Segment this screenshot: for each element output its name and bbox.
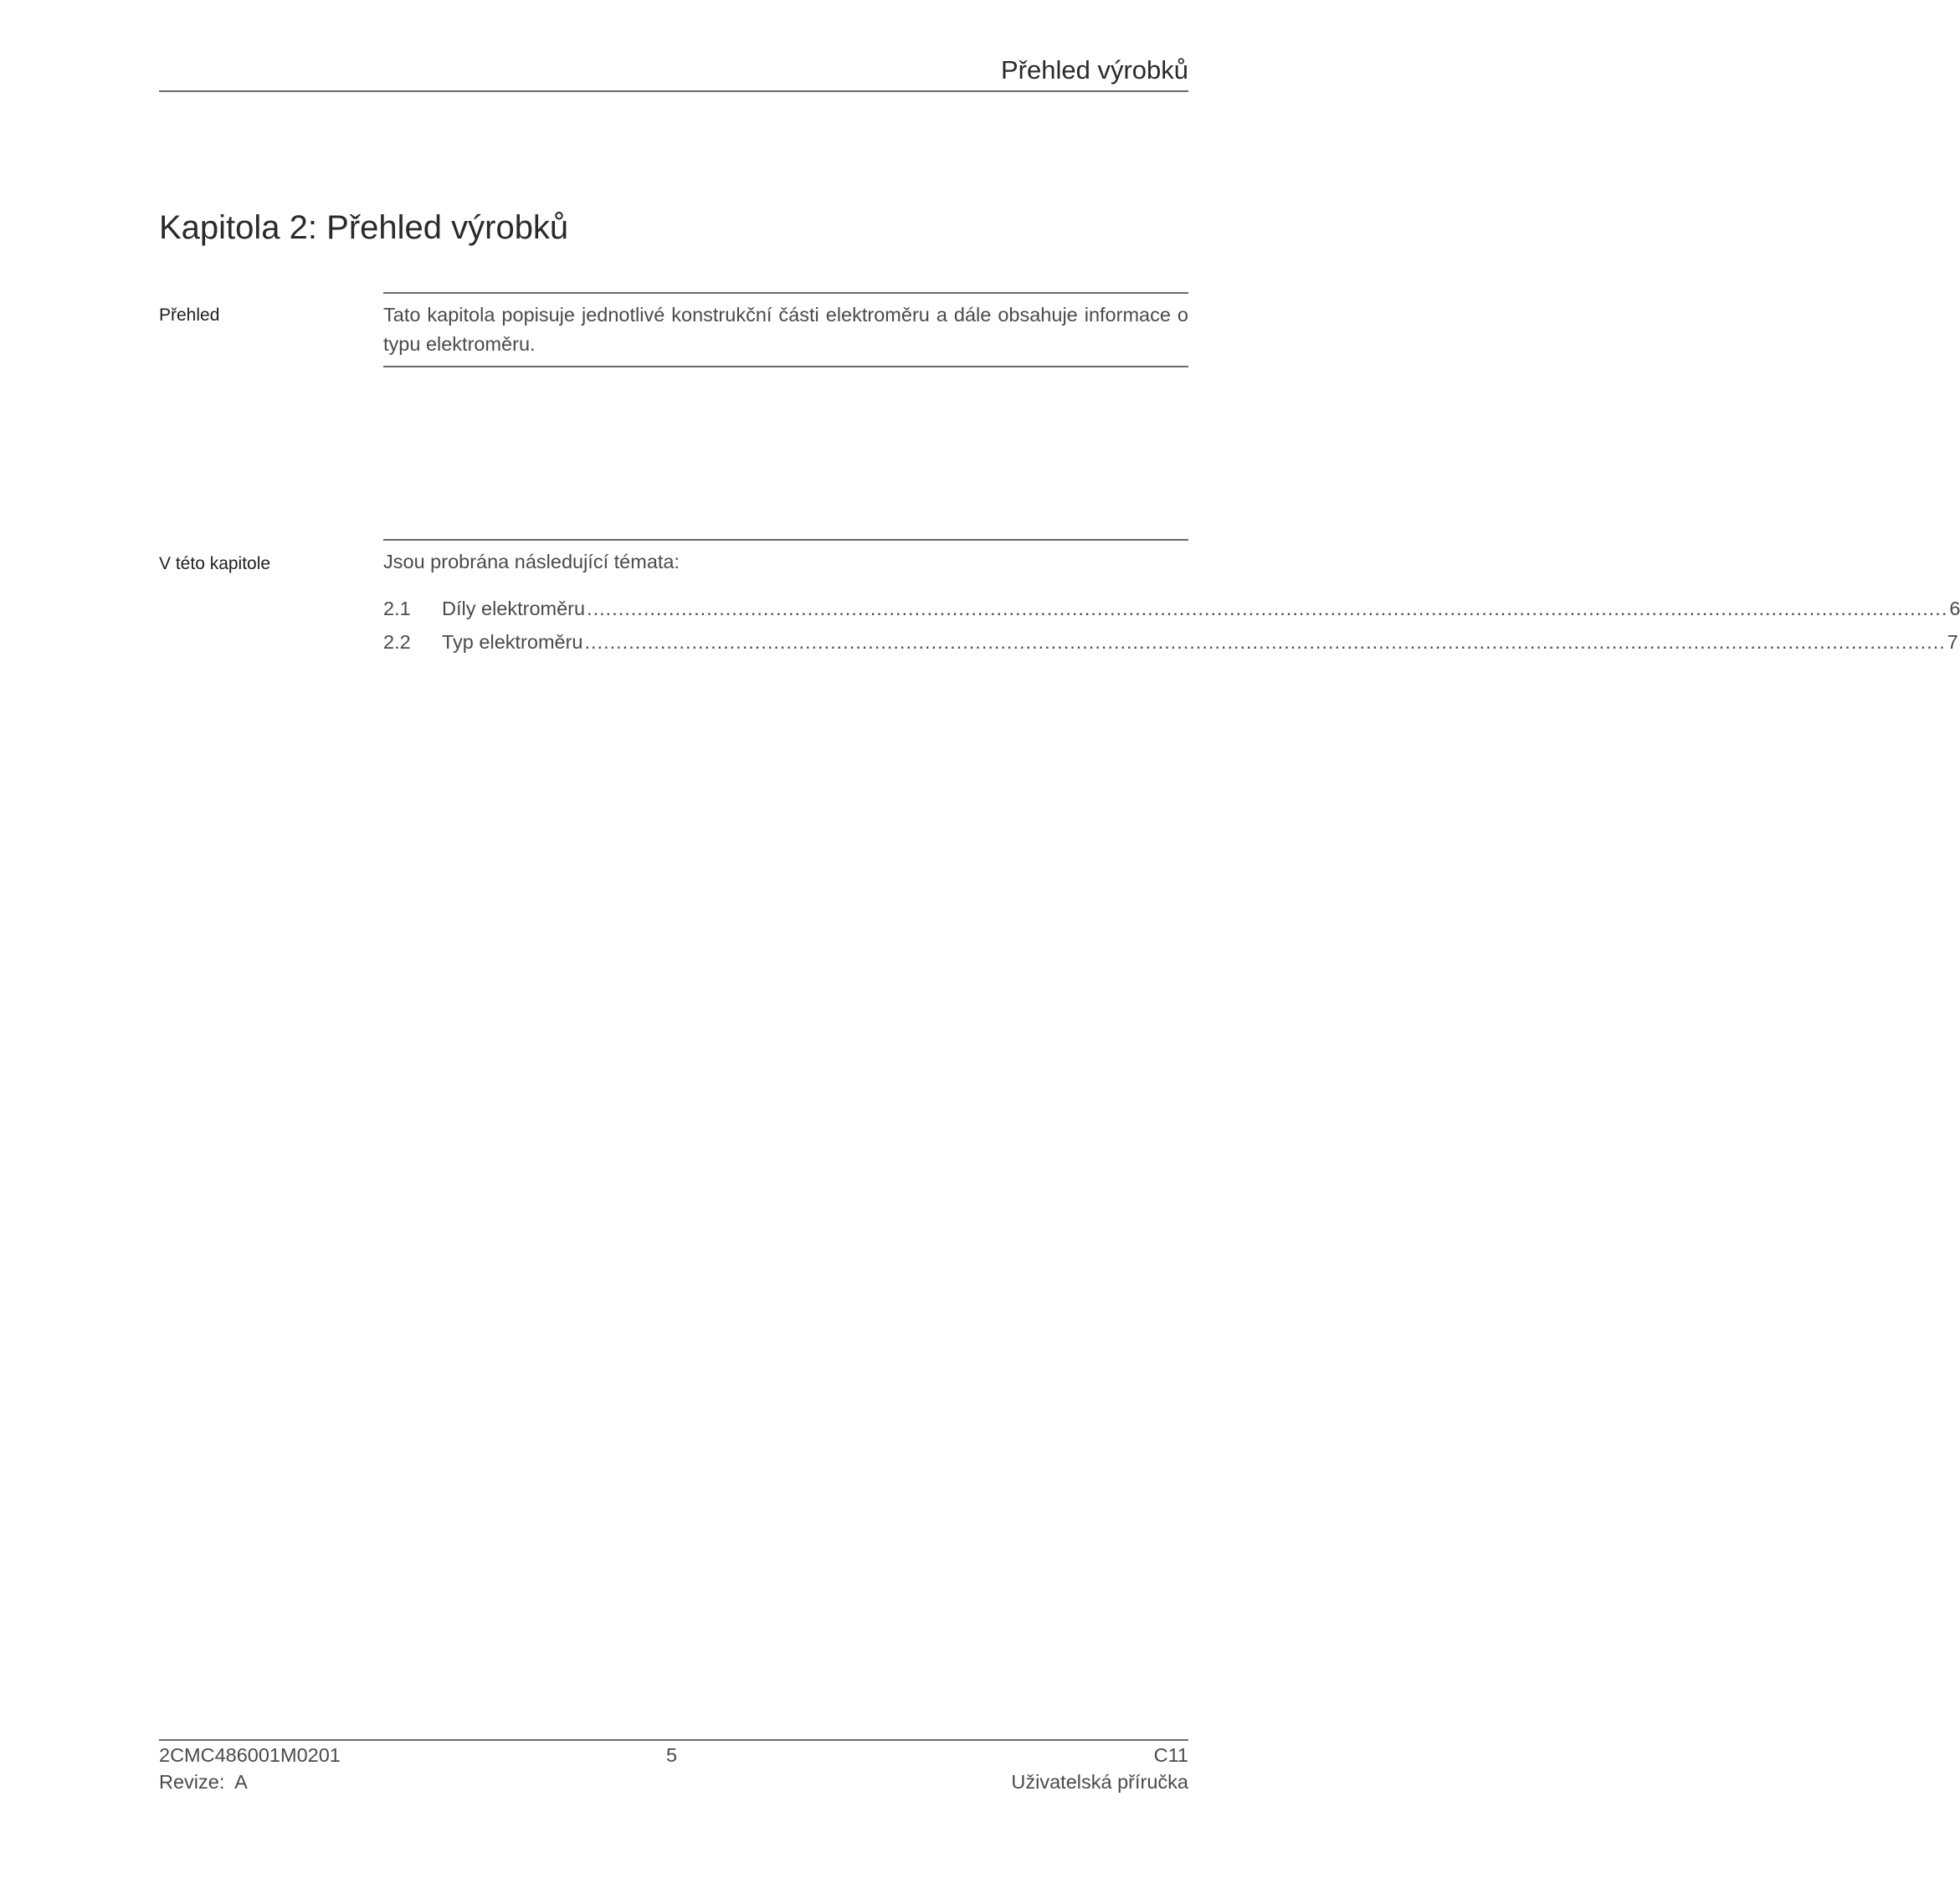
overview-text: Tato kapitola popisuje jednotlivé konstrukční části elektroměru a dále obsahuje informace o typu elektroměru. xyxy=(383,304,1188,355)
toc-entry-number: 2.1 xyxy=(383,598,411,619)
toc-entry[interactable] xyxy=(383,631,1958,660)
toc-dot-leader: ........................................................................................................................................................................................................................ xyxy=(587,598,1948,619)
chapter-title: Kapitola 2: Přehled výrobků xyxy=(159,209,569,246)
footer-product: C11 xyxy=(1153,1744,1188,1766)
toc-entry[interactable] xyxy=(383,598,1960,626)
footer-revision: Revize: A xyxy=(159,1771,248,1793)
toc-entry-page: 7 xyxy=(1947,631,1958,653)
contents-intro: Jsou probrána následující témata: xyxy=(383,551,680,572)
footer-manual-title: Uživatelská příručka xyxy=(1011,1771,1188,1793)
header-rule xyxy=(159,90,1188,92)
footer-page-number: 5 xyxy=(666,1744,678,1766)
footer-document-id: 2CMC486001M0201 xyxy=(159,1744,341,1766)
contents-top-rule xyxy=(383,539,1188,541)
toc-entry-page: 6 xyxy=(1949,598,1960,619)
overview-bottom-rule xyxy=(383,366,1188,367)
running-header-title: Přehled výrobků xyxy=(1000,55,1188,85)
overview-label: Přehled xyxy=(159,305,220,325)
toc-entry-title: Díly elektroměru xyxy=(442,598,586,619)
footer-rule xyxy=(159,1739,1188,1741)
toc-dot-leader: ........................................................................................................................................................................................................................ xyxy=(584,631,1946,653)
overview-top-rule xyxy=(383,292,1188,294)
toc-entry-title: Typ elektroměru xyxy=(442,631,583,653)
toc-entry-number: 2.2 xyxy=(383,631,411,653)
contents-label: V této kapitole xyxy=(159,554,271,573)
